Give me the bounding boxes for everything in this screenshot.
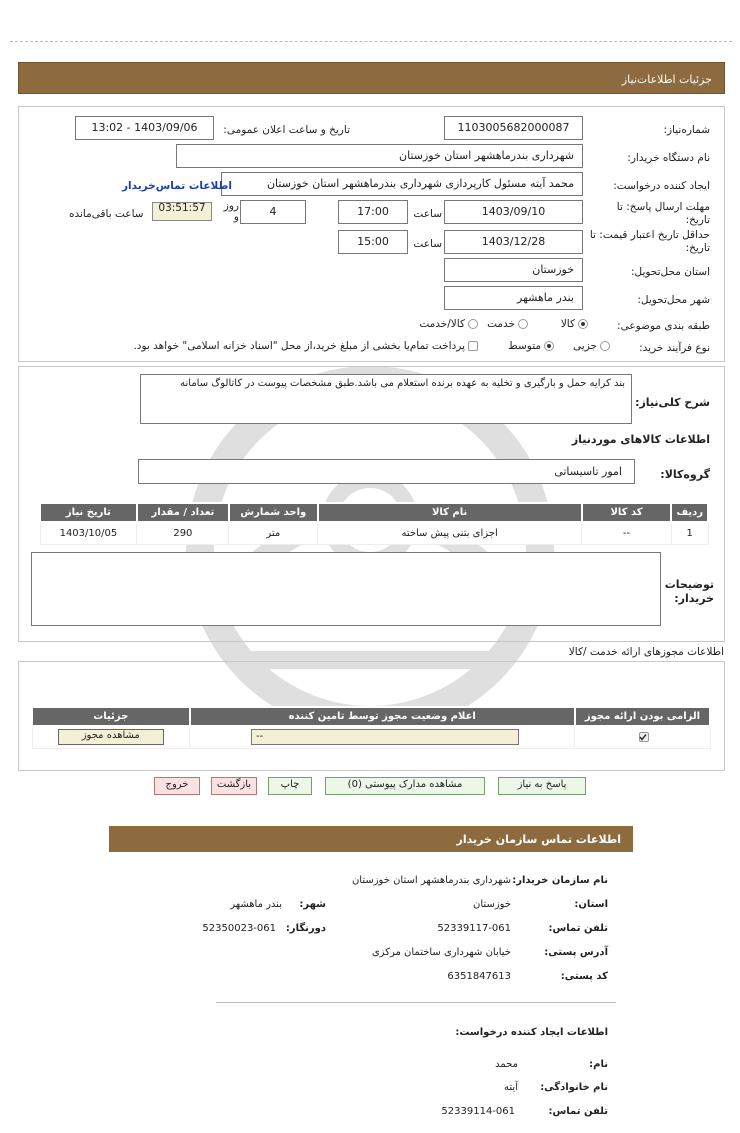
permits-table-header bbox=[32, 707, 710, 726]
col-code: کد کالا bbox=[582, 503, 672, 522]
contact-fax-value: 52350023-061 bbox=[202, 923, 276, 934]
category-option-goods[interactable]: کالا bbox=[561, 318, 588, 330]
table-row bbox=[40, 522, 708, 544]
days-field: 4 bbox=[240, 200, 306, 224]
contact-phone-value: 52339117-061 bbox=[437, 923, 511, 934]
col-row: ردیف bbox=[671, 503, 708, 522]
city-field: بندر ماهشهر bbox=[444, 286, 583, 310]
description-label: شرح کلی‌نیاز: bbox=[635, 396, 710, 409]
price-date-field: 1403/12/28 bbox=[444, 230, 583, 254]
buyer-notes-label: توضیحات خریدار: bbox=[664, 578, 714, 605]
permits-title: اطلاعات مجوزهای ارائه خدمت /کالا bbox=[568, 646, 724, 658]
buyer-contact-link[interactable]: اطلاعات تماس‌خریدار bbox=[122, 180, 232, 192]
category-option-service[interactable]: خدمت bbox=[487, 318, 528, 330]
col-date: تاریخ نیاز bbox=[40, 503, 137, 522]
back-button[interactable]: بازگشت bbox=[211, 777, 257, 795]
city-label: شهر محل‌تحویل: bbox=[637, 294, 710, 306]
contact-province-value: خوزستان bbox=[473, 899, 511, 910]
cell-code: -- bbox=[582, 522, 672, 544]
category-option-both[interactable]: کالا/خدمت bbox=[419, 318, 478, 330]
treasury-payment-checkbox[interactable]: پرداخت تمام‌یا بخشی از مبلغ خرید،از محل "اسناد خزانه اسلامی" خواهد بود. bbox=[133, 340, 478, 352]
need-number-field: 1103005682000087 bbox=[444, 116, 583, 140]
goods-section-title: اطلاعات کالاهای موردنیاز bbox=[571, 433, 710, 446]
col-permit-details: جزئیات bbox=[32, 707, 190, 726]
radio-icon bbox=[468, 319, 478, 329]
cell-row: 1 bbox=[671, 522, 708, 544]
cell-qty: 290 bbox=[137, 522, 229, 544]
radio-selected-icon bbox=[578, 319, 588, 329]
page-header bbox=[18, 62, 725, 94]
print-button[interactable]: چاپ bbox=[268, 777, 312, 795]
creator-phone-label: تلفن تماس: bbox=[548, 1106, 608, 1117]
goods-table-header bbox=[40, 503, 708, 522]
creator-info-title: اطلاعات ایجاد کننده درخواست: bbox=[455, 1027, 608, 1038]
creator-field: محمد آیته مسئول کارپردازی شهرداری بندرماهشهر استان خوزستان bbox=[221, 172, 583, 196]
permits-table bbox=[31, 706, 711, 749]
top-divider bbox=[10, 41, 732, 42]
reply-time-field: 17:00 bbox=[338, 200, 408, 224]
creator-last-name-label: نام خانوادگی: bbox=[540, 1082, 608, 1093]
col-qty: تعداد / مقدار bbox=[137, 503, 229, 522]
process-label: نوع فرآیند خرید: bbox=[639, 342, 710, 354]
contact-city-value: بندر ماهشهر bbox=[230, 899, 282, 910]
cell-permit-required bbox=[575, 726, 710, 748]
description-textarea[interactable]: بند کرایه حمل و بارگیری و تخلیه به عهده برنده استعلام می باشد.طبق مشخصات پیوست در کاتالوگ سامانه bbox=[140, 374, 632, 424]
contact-postal-label: کد پستی: bbox=[560, 971, 608, 982]
price-validity-label: حداقل تاریخ اعتبار قیمت: تا تاریخ: bbox=[589, 229, 710, 254]
reply-deadline-label: مهلت ارسال پاسخ: تا تاریخ: bbox=[616, 201, 710, 226]
contact-phone-label: تلفن تماس: bbox=[548, 923, 608, 934]
view-permit-button[interactable]: مشاهده مجوز bbox=[58, 729, 164, 745]
checkbox-checked-icon bbox=[639, 732, 649, 742]
page-title: جزئیات اطلاعات‌نیاز bbox=[621, 73, 712, 86]
contact-divider bbox=[216, 1002, 616, 1003]
contact-postal-value: 6351847613 bbox=[447, 971, 511, 982]
col-unit: واحد شمارش bbox=[229, 503, 318, 522]
buyer-org-label: نام دستگاه خریدار: bbox=[627, 152, 710, 164]
province-label: استان محل‌تحویل: bbox=[630, 266, 710, 278]
contact-address-value: خیابان شهرداری ساختمان مرکزی bbox=[371, 947, 511, 958]
radio-selected-icon bbox=[544, 341, 554, 351]
contact-fax-label: دورنگار: bbox=[285, 923, 326, 934]
permit-status-field[interactable]: -- bbox=[251, 729, 519, 745]
attachments-button[interactable]: مشاهده مدارک پیوستی (0) bbox=[325, 777, 485, 795]
contact-province-label: استان: bbox=[574, 899, 608, 910]
goods-table bbox=[39, 502, 709, 545]
col-name: نام کالا bbox=[318, 503, 582, 522]
creator-first-name-value: محمد bbox=[495, 1059, 518, 1070]
contact-header bbox=[109, 826, 633, 852]
need-number-label: شماره‌نیاز: bbox=[663, 124, 710, 136]
countdown-timer: 03:51:57 bbox=[152, 202, 212, 221]
cell-unit: متر bbox=[229, 522, 318, 544]
days-label: روز و bbox=[223, 200, 239, 223]
radio-icon bbox=[518, 319, 528, 329]
radio-icon bbox=[600, 341, 610, 351]
creator-last-name-value: آیته bbox=[504, 1082, 518, 1093]
announce-date-field: 1403/09/06 - 13:02 bbox=[75, 116, 214, 140]
creator-phone-value: 52339114-061 bbox=[441, 1106, 515, 1117]
col-permit-status: اعلام وضعیت مجوز توسط تامین کننده bbox=[190, 707, 575, 726]
buyer-org-field: شهرداری بندرماهشهر استان خوزستان bbox=[176, 144, 583, 168]
goods-group-field: امور تاسیساتی bbox=[138, 459, 635, 484]
goods-group-label: گروه‌کالا: bbox=[660, 468, 710, 481]
reply-button[interactable]: پاسخ به نیاز bbox=[498, 777, 586, 795]
creator-first-name-label: نام: bbox=[589, 1059, 608, 1070]
cell-permit-details bbox=[32, 726, 190, 748]
price-time-label: ساعت bbox=[413, 238, 442, 250]
process-option-minor[interactable]: جزیی bbox=[573, 340, 610, 352]
cell-date: 1403/10/05 bbox=[40, 522, 137, 544]
reply-date-field: 1403/09/10 bbox=[444, 200, 583, 224]
cell-name: اجزای بتنی پیش ساخته bbox=[318, 522, 582, 544]
announce-label: تاریخ و ساعت اعلان عمومی: bbox=[223, 124, 350, 136]
contact-org-label: نام سازمان خریدار: bbox=[512, 875, 608, 886]
contact-title: اطلاعات تماس سازمان خریدار bbox=[456, 833, 621, 846]
buyer-notes-textarea[interactable] bbox=[31, 552, 661, 626]
exit-button[interactable]: خروج bbox=[154, 777, 200, 795]
category-label: طبقه بندی موضوعی: bbox=[617, 320, 710, 332]
price-time-field: 15:00 bbox=[338, 230, 408, 254]
checkbox-icon bbox=[468, 341, 478, 351]
province-field: خوزستان bbox=[444, 258, 583, 282]
reply-time-label: ساعت bbox=[413, 208, 442, 220]
cell-permit-status bbox=[190, 726, 575, 748]
contact-city-label: شهر: bbox=[299, 899, 326, 910]
remaining-label: ساعت باقی‌مانده bbox=[69, 208, 144, 220]
contact-org-value: شهرداری بندرماهشهر استان خوزستان bbox=[351, 875, 511, 886]
contact-address-label: آدرس پستی: bbox=[544, 947, 608, 958]
process-option-medium[interactable]: متوسط bbox=[508, 340, 554, 352]
creator-label: ایجاد کننده درخواست: bbox=[613, 180, 710, 192]
table-row bbox=[32, 726, 710, 748]
col-permit-required: الزامی بودن ارائه مجوز bbox=[575, 707, 710, 726]
